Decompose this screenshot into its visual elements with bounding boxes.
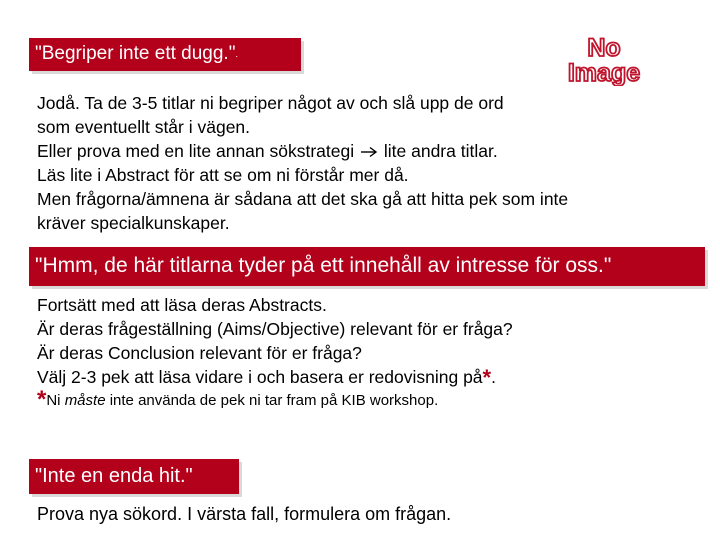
no-image-line1: No: [587, 34, 621, 62]
section2-line-3: Är deras Conclusion relevant för er fråga?: [37, 343, 362, 363]
heading-hmm-titlarna: [29, 247, 705, 286]
arrow-right-icon: [360, 146, 378, 158]
no-image-line2: Image: [567, 59, 641, 86]
section1-line-5: Men frågorna/ämnena är sådana att det ska gå att hitta pek som inte: [37, 189, 569, 209]
section3-body: [37, 502, 451, 526]
heading-inte-en-enda-hit: [29, 459, 239, 494]
section1-line-3-start: Eller prova med en lite annan sökstrategi: [37, 141, 355, 161]
section1-line-1: Jodå. Ta de 3-5 titlar ni begriper något av och slå upp de ord: [37, 93, 504, 113]
section3-line-1: Prova nya sökord. I värsta fall, formulera om frågan.: [37, 504, 452, 524]
footnote-post: inte använda de pek ni tar fram på KIB workshop.: [105, 392, 439, 409]
section1-line-2: som eventuellt står i vägen.: [37, 117, 251, 137]
section2-line-2: Är deras frågeställning (Aims/Objective) relevant för er fråga?: [37, 319, 513, 339]
footnote-asterisk: *: [37, 386, 47, 413]
section1-body: [37, 91, 568, 235]
section2-line-4-end: .: [491, 367, 496, 387]
asterisk-marker: *: [482, 365, 492, 390]
footnote-pre: Ni: [46, 392, 65, 409]
heading-begriper-inte: [29, 38, 301, 71]
footnote-emphasis: måste: [64, 392, 106, 409]
heading-hmm-titlarna-text: "Hmm, de här titlarna tyder på ett innehåll av intresse för oss.": [35, 254, 612, 277]
no-image-placeholder: [550, 34, 658, 86]
section2-line-4-text: Välj 2-3 pek att läsa vidare i och basera er redovisning på: [37, 367, 483, 387]
section2-body: [37, 293, 513, 413]
heading-trailing-dot: .: [235, 49, 238, 59]
section1-line-3-end: lite andra titlar.: [383, 141, 498, 161]
footnote: [37, 386, 513, 413]
heading-begriper-inte-text: "Begriper inte ett dugg.": [35, 43, 236, 64]
section1-line-3: [37, 139, 568, 163]
section1-line-4: Läs lite i Abstract för att se om ni förstår mer då.: [37, 165, 409, 185]
section2-line-4: [37, 365, 513, 389]
heading-inte-en-enda-hit-text: "Inte en enda hit.": [35, 465, 193, 487]
section2-line-1: Fortsätt med att läsa deras Abstracts.: [37, 295, 327, 315]
section1-line-6: kräver specialkunskaper.: [37, 213, 230, 233]
